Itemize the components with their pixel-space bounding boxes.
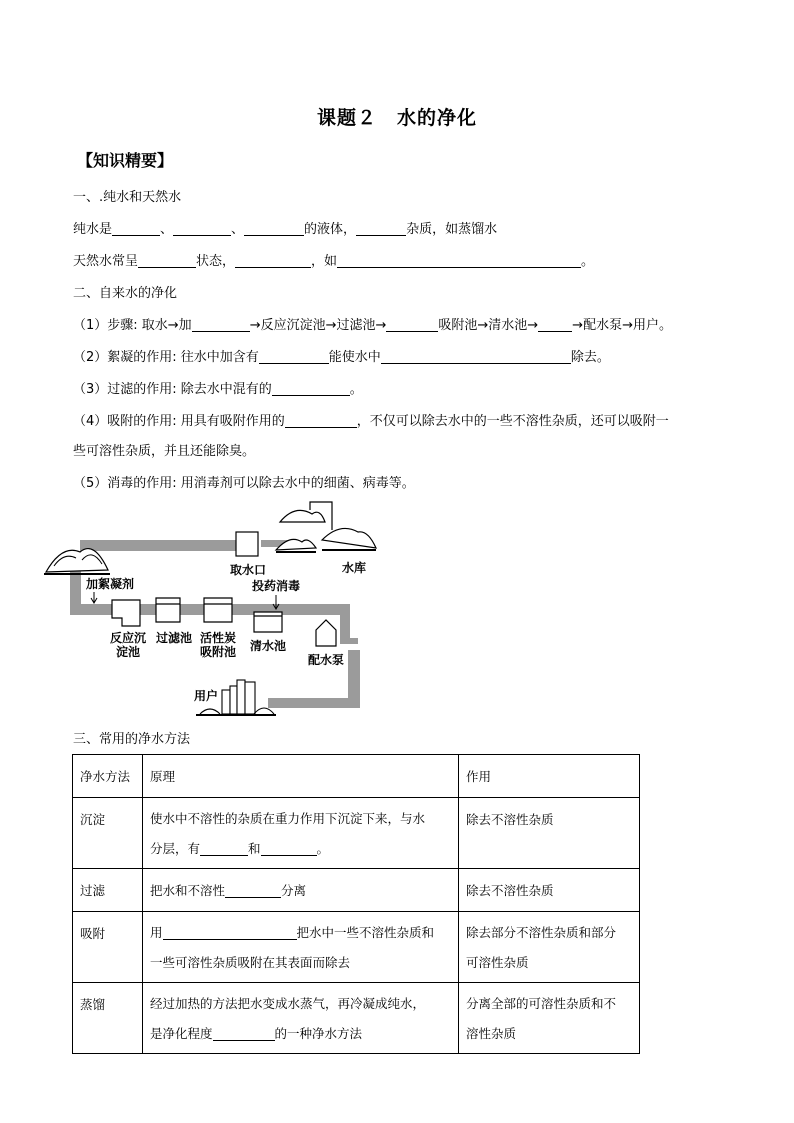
header-method: 净水方法 (73, 755, 143, 798)
label-user: 用户 (194, 689, 219, 703)
sediment-tank (112, 600, 140, 626)
label-intake: 取水口 (230, 563, 267, 577)
principle-line (150, 918, 452, 948)
label-filter: 过滤池 (156, 631, 193, 645)
text-segment: （3）过滤的作用: 除去水中混有的 (73, 382, 272, 397)
cell-effect (459, 983, 640, 1054)
table-row (73, 912, 640, 983)
section-header: 【知识精要】 (77, 151, 174, 170)
reservoir-hills-icon (276, 502, 376, 552)
step5: （5）消毒的作用: 用消毒剂可以除去水中的细菌、病毒等。 (73, 476, 415, 491)
text-segment: （1）步骤: 取水→加 (73, 318, 192, 333)
text-segment: 、 (231, 222, 245, 237)
blank (244, 222, 304, 236)
text-segment: 、 (160, 222, 174, 237)
text-segment: 纯水是 (73, 222, 113, 237)
blank (337, 254, 581, 268)
label-carbon-1: 活性炭 (200, 631, 237, 645)
text-segment: 杂质，如蒸馏水 (406, 222, 498, 237)
effect-line: 除去部分不溶性杂质和部分 (466, 925, 617, 940)
blank (200, 842, 248, 856)
label-sediment-2: 淀池 (116, 645, 141, 659)
text-segment: 的一种净水方法 (274, 1026, 363, 1041)
effect-line: 溶性杂质 (466, 1026, 517, 1041)
carbon-tank (204, 598, 232, 622)
blank (163, 926, 297, 940)
blank (356, 222, 406, 236)
blank (138, 254, 196, 268)
principle-line: 一些可溶性杂质吸附在其表面而除去 (150, 955, 351, 970)
cell-method: 沉淀 (73, 798, 143, 869)
filter-tank (156, 598, 180, 622)
intake-box (236, 532, 258, 556)
cell-effect: 除去不溶性杂质 (459, 798, 640, 869)
table-row (73, 869, 640, 912)
part3-heading: 三、常用的净水方法 (73, 732, 191, 747)
cell-principle (143, 983, 459, 1054)
part2-heading: 二、自来水的净化 (73, 286, 178, 301)
label-sediment-1: 反应沉 (110, 631, 147, 645)
blank (538, 318, 572, 332)
table-header-row (73, 755, 640, 798)
cell-method: 过滤 (73, 869, 143, 912)
text-segment: 状态， (196, 254, 236, 269)
label-clear: 清水池 (250, 639, 287, 653)
page-title: 课题２ 水的净化 (316, 107, 477, 129)
blank (272, 382, 350, 396)
cell-principle (143, 912, 459, 983)
cell-principle (143, 798, 459, 869)
clear-tank (254, 612, 282, 632)
table-row (73, 983, 640, 1054)
step4a (73, 412, 669, 432)
table-row (73, 798, 640, 869)
cell-principle (143, 869, 459, 912)
cell-method: 蒸馏 (73, 983, 143, 1054)
step1 (73, 316, 672, 336)
effect-line: 可溶性杂质 (466, 955, 529, 970)
text-segment: （2）絮凝的作用: 往水中加含有 (73, 350, 259, 365)
label-disinfect: 投药消毒 (252, 579, 301, 593)
text-segment: （4）吸附的作用: 用具有吸附作用的 (73, 414, 285, 429)
label-pump: 配水泵 (308, 653, 345, 667)
text-segment: ，如 (311, 254, 338, 269)
header-principle: 原理 (143, 755, 459, 798)
methods-table (72, 754, 640, 1054)
text-segment: →反应沉淀池→过滤池→ (249, 318, 387, 333)
text-segment: 的液体， (304, 222, 357, 237)
principle-line: 使水中不溶性的杂质在重力作用下沉淀下来，与水 (150, 811, 426, 826)
pipe (80, 540, 236, 551)
text-segment: 吸附池→清水池→ (438, 318, 539, 333)
text-segment: 。 (316, 841, 330, 856)
text-segment: 是净化程度 (150, 1026, 213, 1041)
blank (235, 254, 311, 268)
cell-effect: 除去不溶性杂质 (459, 869, 640, 912)
step3 (73, 380, 363, 400)
label-flocculant: 加絮凝剂 (86, 577, 135, 591)
text-segment: 把水和不溶性 (150, 883, 226, 898)
text-segment: ，不仅可以除去水中的一些不溶性杂质，还可以吸附一 (356, 414, 669, 429)
blank (259, 350, 329, 364)
text-segment: 分层，有 (150, 841, 201, 856)
text-segment: →配水泵→用户。 (572, 318, 672, 333)
blank (225, 884, 281, 898)
text-segment: 把水中一些不溶性杂质和 (296, 925, 435, 940)
label-carbon-2: 吸附池 (200, 645, 237, 659)
blank (213, 1027, 275, 1041)
cell-method: 吸附 (73, 912, 143, 983)
text-segment: 和 (248, 841, 261, 856)
effect-line: 分离全部的可溶性杂质和不 (466, 996, 617, 1011)
part1-heading: 一、.纯水和天然水 (73, 190, 182, 205)
water-treatment-diagram (40, 500, 385, 720)
cell-effect (459, 912, 640, 983)
blank (381, 350, 571, 364)
label-reservoir: 水库 (342, 561, 367, 575)
blank (192, 318, 250, 332)
part1-line2 (73, 252, 594, 272)
principle-line (150, 1019, 452, 1049)
text-segment: 除去。 (570, 350, 610, 365)
text-segment: 用 (150, 925, 163, 940)
step2 (73, 348, 610, 368)
pump-house (316, 620, 336, 646)
text-segment: 分离 (281, 883, 307, 898)
blank (285, 414, 357, 428)
text-segment: 天然水常呈 (73, 254, 139, 269)
text-segment: 。 (581, 254, 595, 269)
blank (261, 842, 317, 856)
part1-line1 (73, 220, 497, 240)
text-segment: 。 (349, 382, 363, 397)
blank (112, 222, 160, 236)
principle-line (150, 834, 452, 864)
blank (173, 222, 231, 236)
hills-icon (44, 549, 110, 574)
step4b: 些可溶性杂质，并且还能除臭。 (73, 444, 256, 459)
principle-line: 经过加热的方法把水变成水蒸气，再冷凝成纯水， (150, 996, 426, 1011)
text-segment: 能使水中 (328, 350, 381, 365)
blank (386, 318, 438, 332)
header-effect: 作用 (459, 755, 640, 798)
